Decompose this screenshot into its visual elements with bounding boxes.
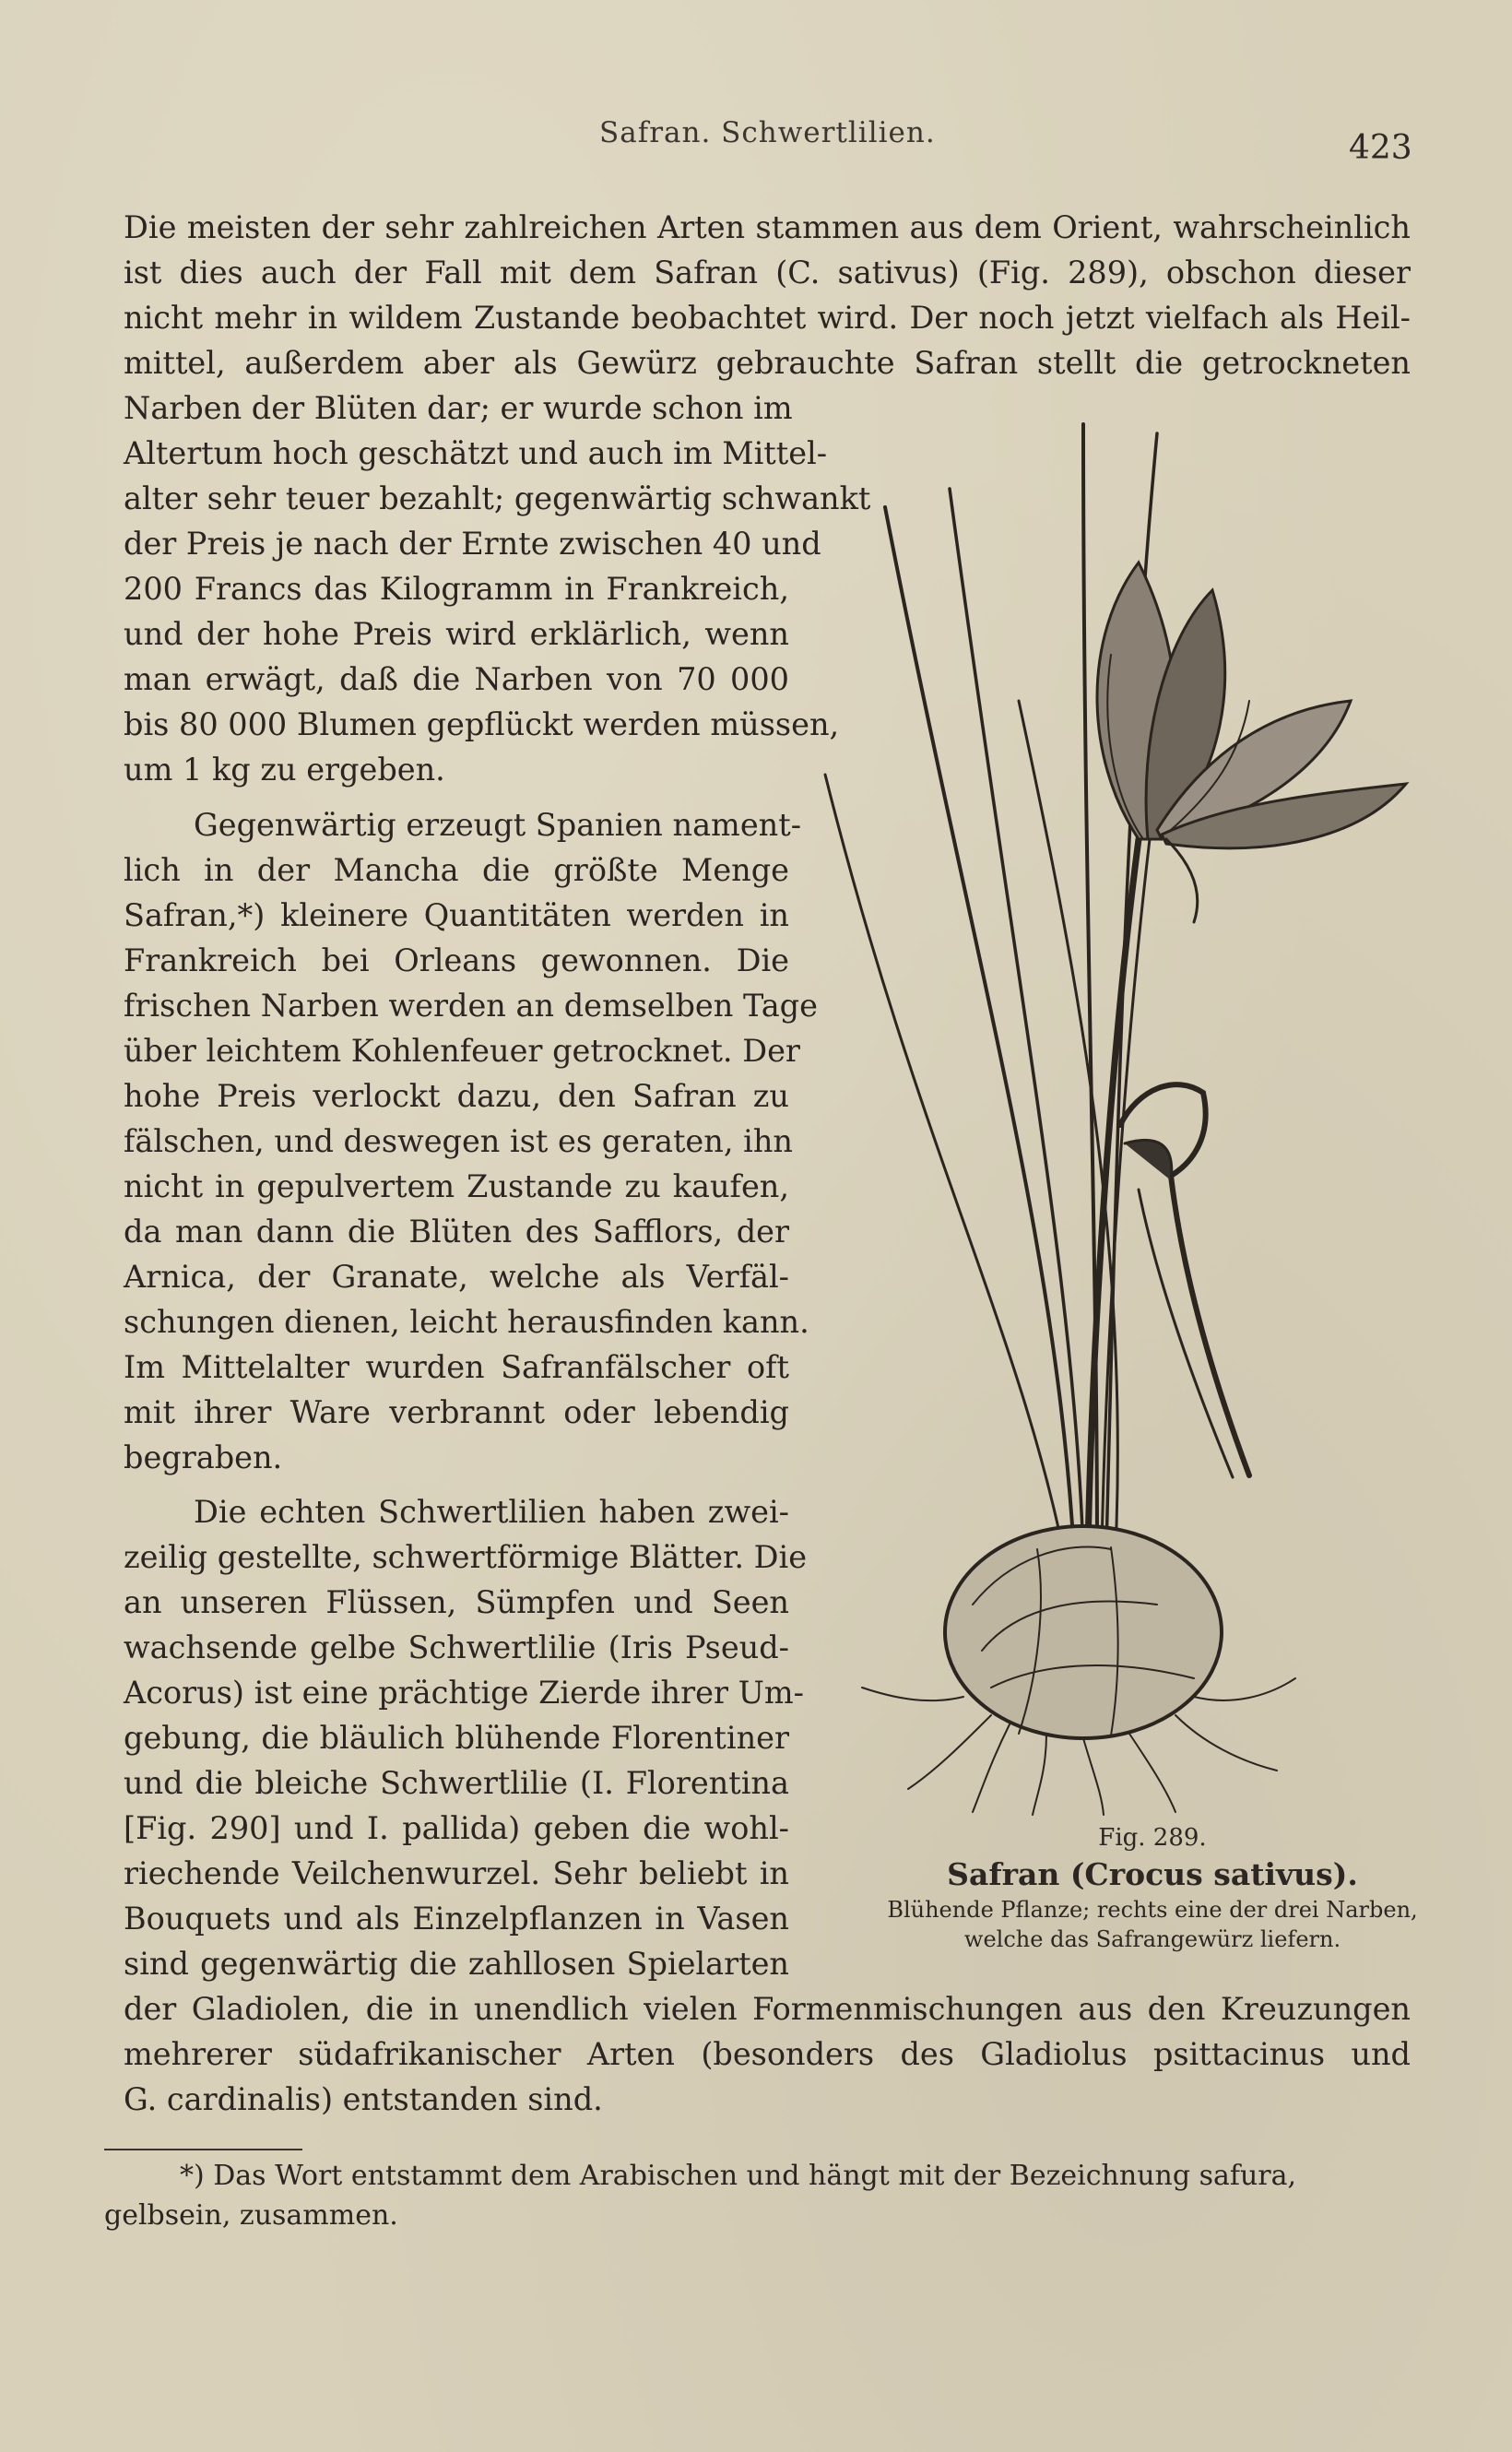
figure-title: Safran (Crocus sativus). — [947, 1856, 1358, 1892]
text-line: Bouquets und als Einzelpflanzen in Vasen — [124, 1901, 789, 1937]
text-line: mehrerer südafrikanischer Arten (besonders des Gladiolus psittacinus und — [124, 2036, 1411, 2072]
text-line: alter sehr teuer bezahlt; gegenwärtig schwankt — [124, 480, 871, 516]
figure-caption — [793, 1821, 1512, 1954]
running-head — [0, 116, 1512, 167]
text-line: da man dann die Blüten des Safflors, der — [124, 1214, 789, 1250]
crocus-drawing — [807, 406, 1452, 1817]
text-line: man erwägt, daß die Narben von 70 000 — [124, 661, 789, 697]
footnote — [104, 2156, 1393, 2235]
text-line: Im Mittelalter wurden Safranfälscher oft — [124, 1349, 789, 1385]
figure-number: Fig. 289. — [1098, 1824, 1207, 1852]
text-line: bis 80 000 Blumen gepflückt werden müssen, — [124, 706, 840, 742]
text-line: wachsende gelbe Schwertlilie (Iris Pseud- — [124, 1629, 789, 1665]
text-line: Die echten Schwertlilien haben zwei- — [194, 1494, 789, 1530]
text-line: lich in der Mancha die größte Menge — [124, 852, 789, 888]
text-line: Narben der Blüten dar; er wurde schon im — [124, 390, 793, 426]
text-line: um 1 kg zu ergeben. — [124, 752, 445, 788]
text-line: Gegenwärtig erzeugt Spanien nament- — [194, 807, 802, 843]
text-line: [Fig. 290] und I. pallida) geben die wohl- — [124, 1810, 789, 1846]
text-line: schungen dienen, leicht herausfinden kann. — [124, 1304, 809, 1340]
text-line: mit ihrer Ware verbrannt oder lebendig — [124, 1394, 789, 1430]
text-line: und die bleiche Schwertlilie (I. Florentina — [124, 1765, 789, 1801]
text-line: 200 Francs das Kilogramm in Frankreich, — [124, 571, 789, 607]
text-line: ist dies auch der Fall mit dem Safran (C. sativus) (Fig. 289), obschon dieser — [124, 255, 1411, 290]
text-line: Arnica, der Granate, welche als Verfäl- — [124, 1259, 789, 1295]
text-line: begraben. — [124, 1439, 283, 1475]
text-line: G. cardinalis) entstanden sind. — [124, 2081, 603, 2117]
text-line: und der hohe Preis wird erklärlich, wenn — [124, 616, 789, 652]
text-line: der Gladiolen, die in unendlich vielen Formenmischungen aus den Kreuzungen — [124, 1991, 1411, 2027]
text-line: mittel, außerdem aber als Gewürz gebrauchte Safran stellt die getrockneten — [124, 345, 1411, 381]
text-line: zeilig gestellte, schwertförmige Blätter. Die — [124, 1539, 808, 1575]
text-line: gebung, die bläulich blühende Florentiner — [124, 1720, 789, 1756]
text-line: Frankreich bei Orleans gewonnen. Die — [124, 942, 789, 978]
text-line: an unseren Flüssen, Sümpfen und Seen — [124, 1584, 789, 1620]
text-line: Acorus) ist eine prächtige Zierde ihrer Um- — [124, 1675, 804, 1711]
footnote-line: gelbsein, zusammen. — [104, 2199, 398, 2232]
text-line: Safran,*) kleinere Quantitäten werden in — [124, 897, 789, 933]
text-line: riechende Veilchenwurzel. Sehr beliebt in — [124, 1855, 789, 1891]
text-line: Altertum hoch geschätzt und auch im Mittel- — [124, 435, 828, 471]
text-line: sind gegenwärtig die zahllosen Spielarten — [124, 1946, 789, 1982]
text-line: fälschen, und deswegen ist es geraten, ihn — [124, 1123, 793, 1159]
figure-description: Blühende Pflanze; rechts eine der drei Narben, — [887, 1897, 1418, 1923]
text-line: hohe Preis verlockt dazu, den Safran zu — [124, 1078, 789, 1114]
text-line: über leichtem Kohlenfeuer getrocknet. Der — [124, 1033, 800, 1069]
text-line: nicht in gepulvertem Zustande zu kaufen, — [124, 1168, 789, 1204]
page-number: 423 — [1349, 129, 1412, 167]
footnote-line: *) Das Wort entstammt dem Arabischen und hängt mit der Bezeichnung safura, — [180, 2160, 1297, 2192]
footnote-rule — [104, 2149, 302, 2150]
text-line: frischen Narben werden an demselben Tage — [124, 988, 818, 1024]
text-line: der Preis je nach der Ernte zwischen 40 und — [124, 526, 821, 562]
text-line: Die meisten der sehr zahlreichen Arten stammen aus dem Orient, wahrscheinlich — [124, 209, 1411, 245]
figure-description: welche das Safrangewürz liefern. — [963, 1926, 1341, 1952]
running-title: Safran. Schwertlilien. — [599, 116, 936, 149]
text-line: nicht mehr in wildem Zustande beobachtet wird. Der noch jetzt vielfach als Heil- — [124, 300, 1411, 336]
crocus-illustration — [807, 406, 1452, 1817]
